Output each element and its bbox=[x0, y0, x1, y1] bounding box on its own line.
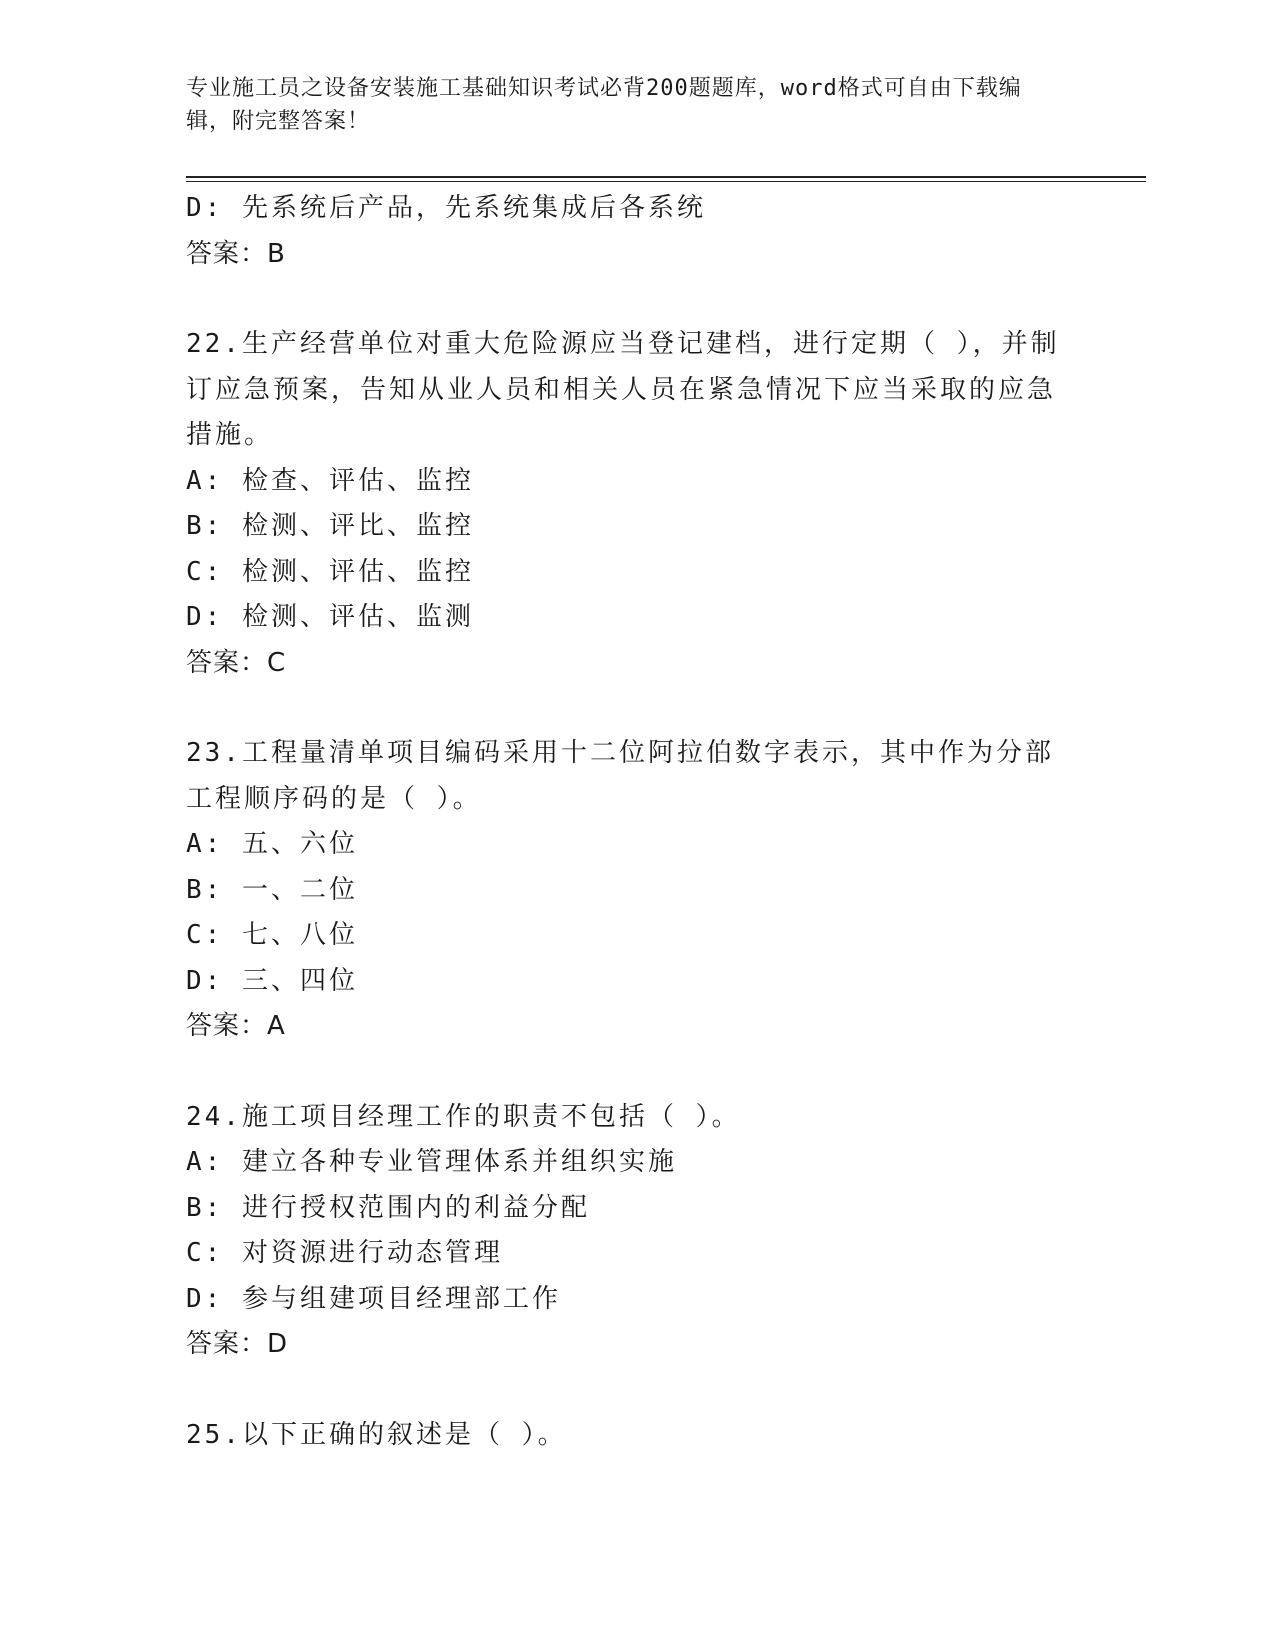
answer: 答案：B bbox=[186, 238, 286, 269]
option-a: A: 检查、评估、监控 bbox=[186, 465, 474, 496]
answer: 答案：C bbox=[186, 647, 287, 678]
option-b: B: 一、二位 bbox=[186, 874, 358, 905]
option-c: C: 七、八位 bbox=[186, 920, 358, 950]
option-b: B: 进行授权范围内的利益分配 bbox=[186, 1192, 590, 1223]
question-25 bbox=[186, 1413, 1066, 1459]
question-23 bbox=[186, 731, 1066, 1050]
question-stem: 24.施工项目经理工作的职责不包括（ ）。 bbox=[186, 1101, 741, 1132]
question-stem: 23.工程量清单项目编码采用十二位阿拉伯数字表示，其中作为分部工程顺序码的是（ ）。 bbox=[186, 738, 1054, 814]
option-b: B: 检测、评比、监控 bbox=[186, 511, 474, 541]
option-a: A: 建立各种专业管理体系并组织实施 bbox=[186, 1147, 677, 1177]
question-24 bbox=[186, 1095, 1066, 1368]
page-header bbox=[186, 72, 1066, 138]
answer: 答案：D bbox=[186, 1329, 289, 1359]
option-d: D: 先系统后产品，先系统集成后各系统 bbox=[186, 193, 706, 223]
question-stem: 22.生产经营单位对重大危险源应当登记建档，进行定期（ ），并制订应急预案，告知从业人员和相关人员在紧急情况下应当采取的应急措施。 bbox=[186, 329, 1060, 450]
option-d: D: 检测、评估、监测 bbox=[186, 602, 474, 632]
question-fragment bbox=[186, 186, 1066, 277]
header-divider-thick bbox=[186, 176, 1146, 178]
answer: 答案：A bbox=[186, 1011, 286, 1041]
header-title: 专业施工员之设备安装施工基础知识考试必背200题题库，word格式可自由下载编辑，附完整答案！ bbox=[186, 76, 1022, 134]
question-stem: 25.以下正确的叙述是（ ）。 bbox=[186, 1419, 567, 1450]
option-c: C: 检测、评估、监控 bbox=[186, 556, 474, 587]
option-d: D: 参与组建项目经理部工作 bbox=[186, 1283, 561, 1314]
question-list bbox=[186, 186, 1066, 1458]
header-divider-thin bbox=[186, 181, 1146, 182]
question-22 bbox=[186, 322, 1066, 686]
option-a: A: 五、六位 bbox=[186, 829, 358, 859]
option-d: D: 三、四位 bbox=[186, 965, 358, 996]
option-c: C: 对资源进行动态管理 bbox=[186, 1238, 503, 1268]
